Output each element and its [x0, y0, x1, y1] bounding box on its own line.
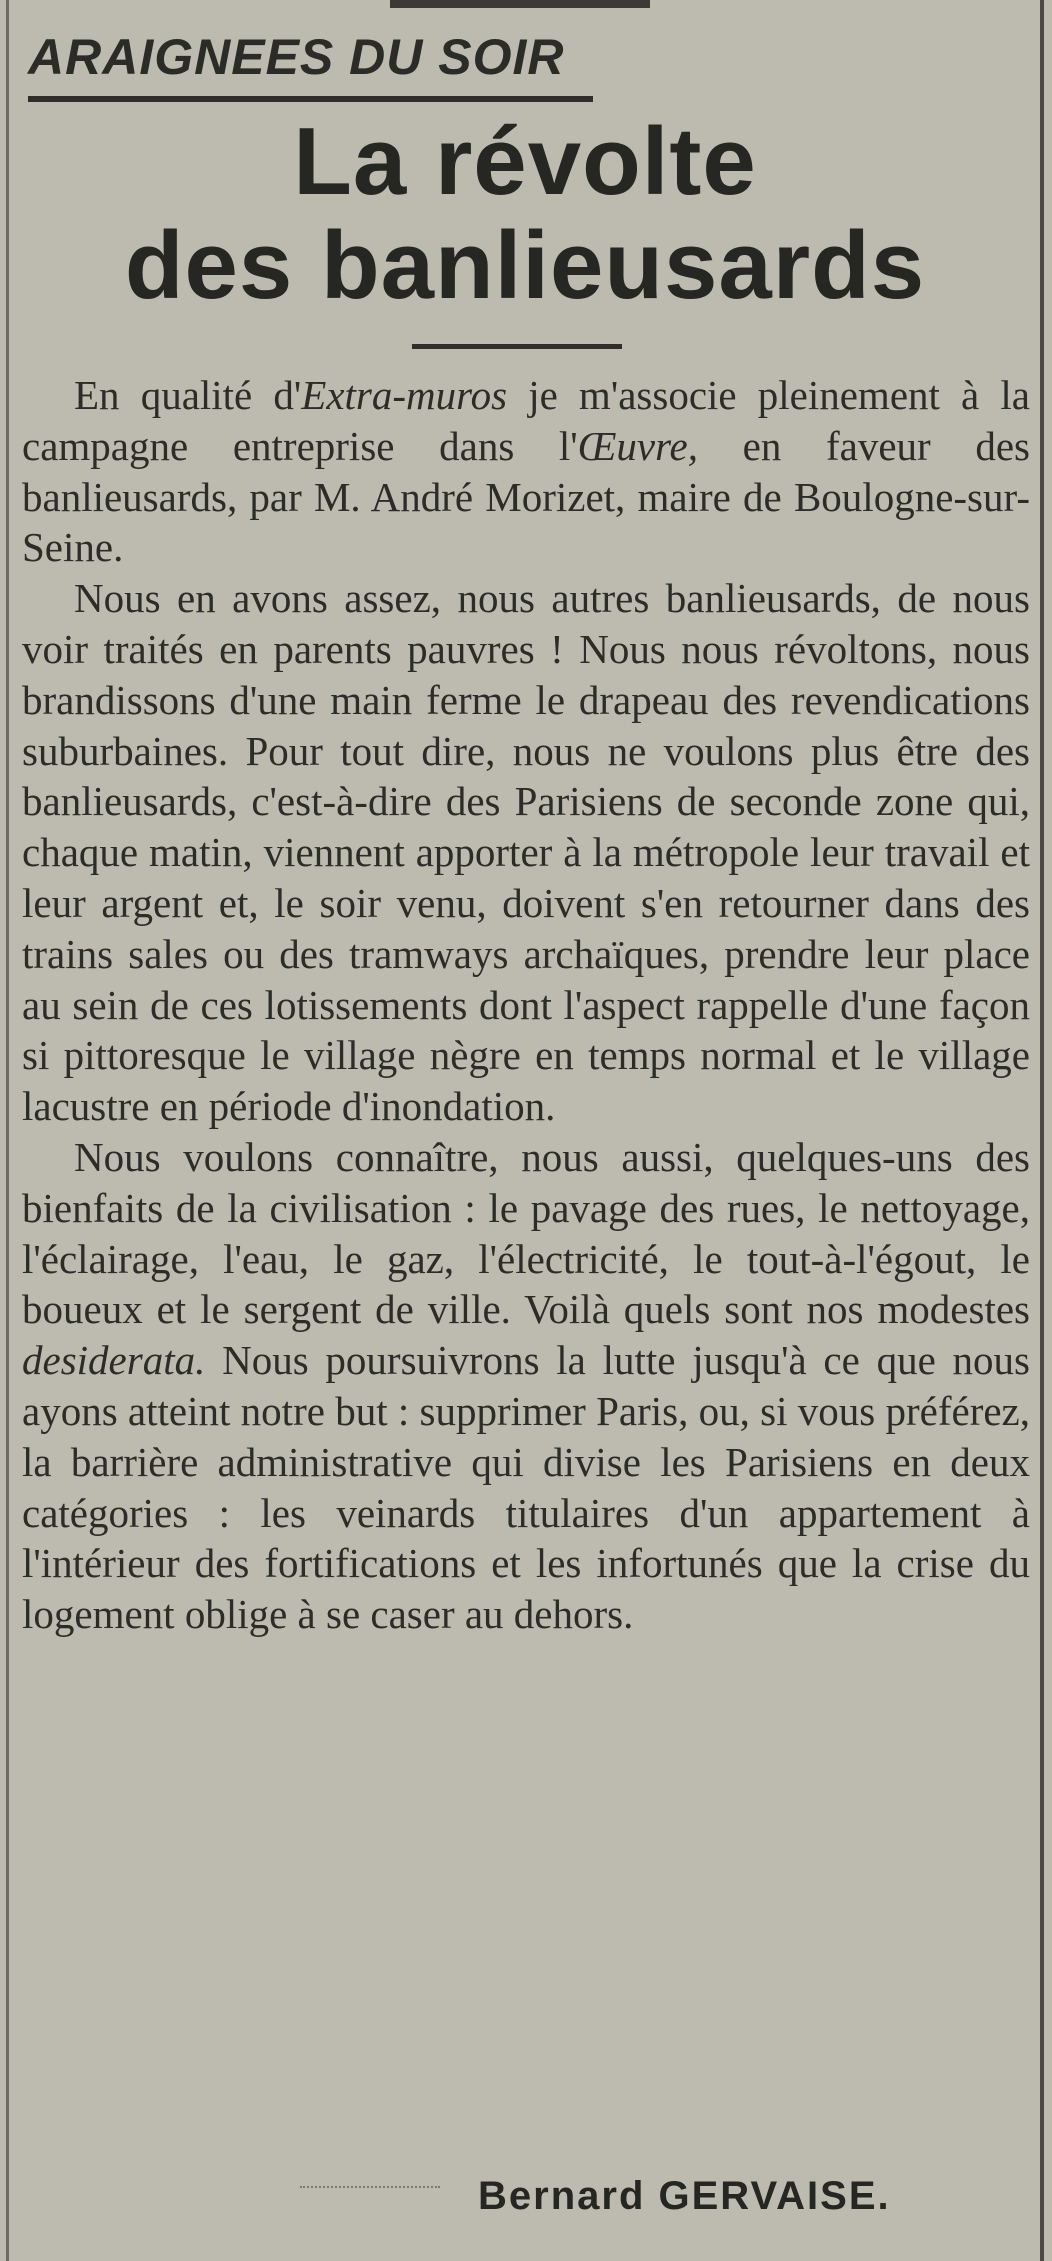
paragraph-3-italic-desiderata: desiderata.	[22, 1337, 206, 1384]
paragraph-1-italic-extra-muros: Extra-muros	[301, 372, 508, 418]
paragraph-2: Nous en avons assez, nous autres banlieusards, de nous voir traités en parents pauvres ! Nous nous révoltons, nous brandissons d'une main ferme le drapeau des revendications suburbaines. Pour tout dire, nous ne voulons plus être des banlieusards, c'est-à-dire des Parisiens de seconde zone qui, chaque matin, viennent apporter à la métropole leur travail et leur argent et, le soir venu, doivent s'en retourner dans des trains sales ou des tramways archaïques, prendre leur place au sein de ces lotissements dont l'aspect rappelle d'une façon si pittoresque le village nègre en temps normal et le village lacustre en période d'inondation.	[22, 575, 1030, 1130]
paragraph-1-text-e: en faveur des banlieusards, par M. André Morizet, maire de Boulogne-sur-Seine.	[22, 422, 1030, 571]
paragraph-1-text-c: je m'associe pleinement à la campagne entreprise dans l'	[22, 372, 1030, 469]
top-rule	[390, 0, 650, 8]
paragraph-3-text-c: Nous poursuivrons la lutte jusqu'à ce que nous ayons atteint notre but : supprimer Paris, ou, si vous préférez, la barrière administrative qui divise les Parisiens en deux catégories : les veinards titulaires d'un appartement à l'intérieur des fortifications et les infortunés que la crise du logement oblige à se caser au dehors.	[22, 1337, 1030, 1638]
article-body	[22, 370, 1030, 1640]
headline-line-1: La révolte	[293, 108, 757, 215]
headline	[20, 110, 1030, 318]
column-rule-left	[6, 0, 9, 2261]
paragraph-3-text-a: Nous voulons connaître, nous aussi, quelques-uns des bienfaits de la civilisation : le pavage des rues, le nettoyage, l'éclairage, l'eau, le gaz, l'électricité, le tout-à-l'égout, le boueux et le sergent de ville. Voilà quels sont nos modestes	[22, 1133, 1030, 1333]
author-signature: Bernard GERVAISE.	[478, 2174, 891, 2218]
paragraph-1	[22, 370, 1030, 573]
column-rule-right	[1040, 0, 1044, 2261]
section-rubric: ARAIGNEES DU SOIR	[28, 29, 565, 85]
headline-line-2: des banlieusards	[124, 212, 926, 319]
paragraph-1-text-a: En qualité d'	[74, 372, 302, 418]
rubric-underline	[28, 96, 593, 102]
headline-rule	[412, 344, 622, 349]
paragraph-3	[22, 1132, 1030, 1640]
signature-dotted-line	[300, 2186, 440, 2190]
paragraph-1-italic-oeuvre: Œuvre,	[577, 422, 698, 469]
